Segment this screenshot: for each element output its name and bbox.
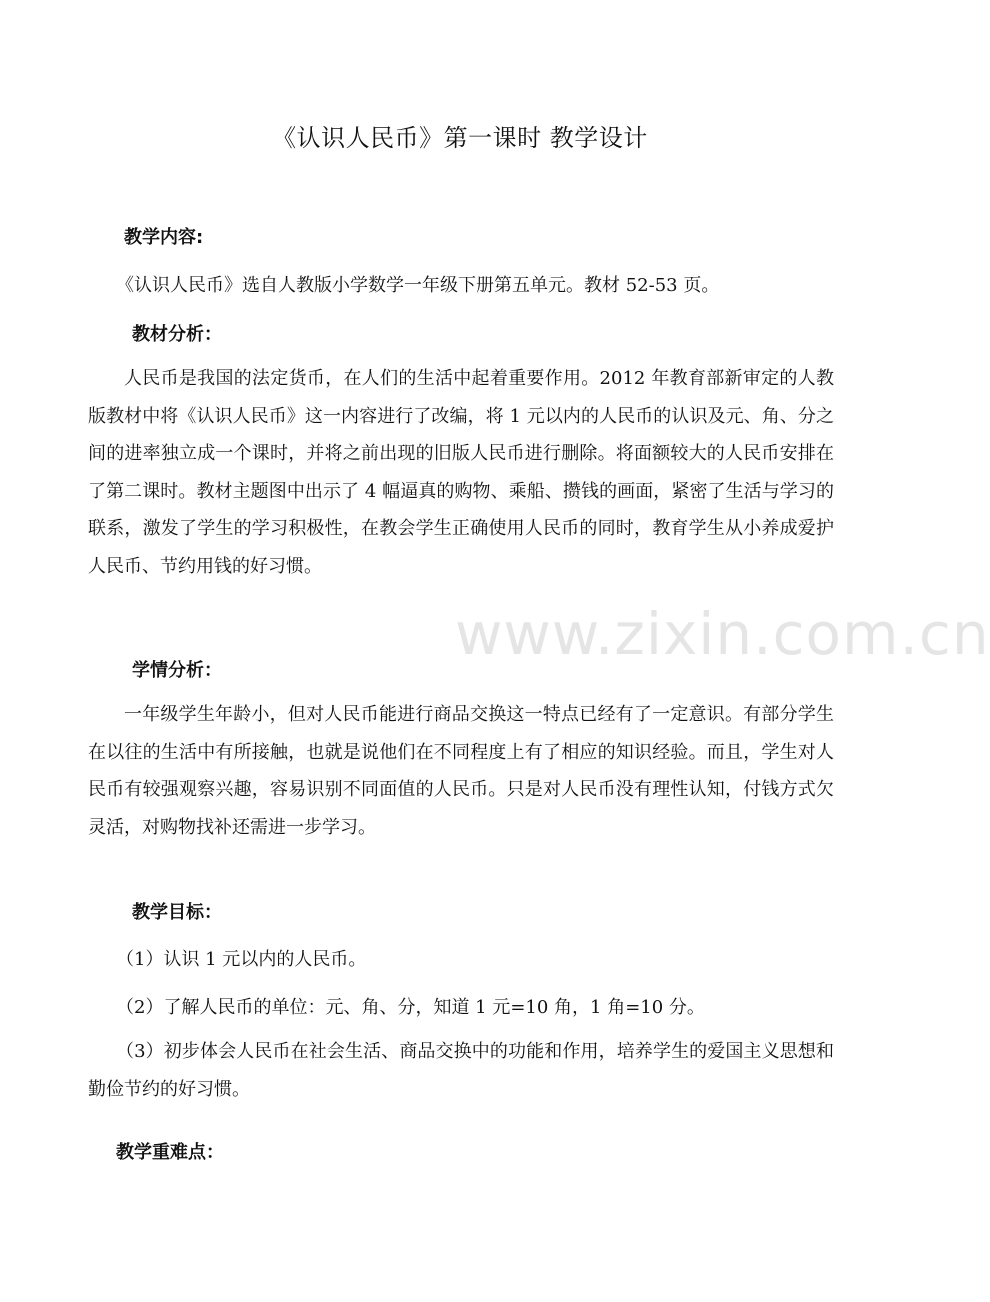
- goal-item-1: （1）认识 1 元以内的人民币。: [116, 949, 367, 970]
- heading-student-analysis: 学情分析：: [132, 660, 222, 681]
- document-title: 《认识人民币》第一课时 教学设计: [272, 124, 648, 152]
- material-analysis-paragraph: 人民币是我国的法定货币，在人们的生活中起着重要作用。2012 年教育部新审定的人教版教材中将《认识人民币》这一内容进行了改编，将 1 元以内的人民币的认识及元、角、分之间的进率独立成一个课时，并将之前出现的旧版人民币进行删除。将面额较大的人民币安排在了第二课时。教材主题图中出示了 4 幅逼真的购物、乘船、攒钱的画面，紧密了生活与学习的联系，激发了学生的学习积极性，在教会学生正确使用人民币的同时，教育学生从小养成爱护人民币、节约用钱的好习惯。: [88, 368, 834, 577]
- student-analysis-paragraph: 一年级学生年龄小，但对人民币能进行商品交换这一特点已经有了一定意识。有部分学生在以往的生活中有所接触，也就是说他们在不同程度上有了相应的知识经验。而且，学生对人民币有较强观察兴趣，容易识别不同面值的人民币。只是对人民币没有理性认知，付钱方式欠灵活，对购物找补还需进一步学习。: [88, 704, 834, 838]
- watermark: www.zixin.com.cn: [455, 600, 990, 668]
- heading-key-points: 教学重难点：: [116, 1142, 224, 1163]
- heading-material-analysis: 教材分析：: [132, 324, 222, 345]
- goal-item-3: （3）初步体会人民币在社会生活、商品交换中的功能和作用，培养学生的爱国主义思想和勤俭节约的好习惯。: [88, 1041, 834, 1100]
- heading-teaching-goals: 教学目标：: [132, 902, 222, 923]
- goal-item-2: （2）了解人民币的单位：元、角、分，知道 1 元=10 角，1 角=10 分。: [116, 997, 705, 1018]
- teaching-content-text: 《认识人民币》选自人教版小学数学一年级下册第五单元。教材 52-53 页。: [116, 275, 720, 296]
- heading-teaching-content: 教学内容:: [124, 227, 204, 248]
